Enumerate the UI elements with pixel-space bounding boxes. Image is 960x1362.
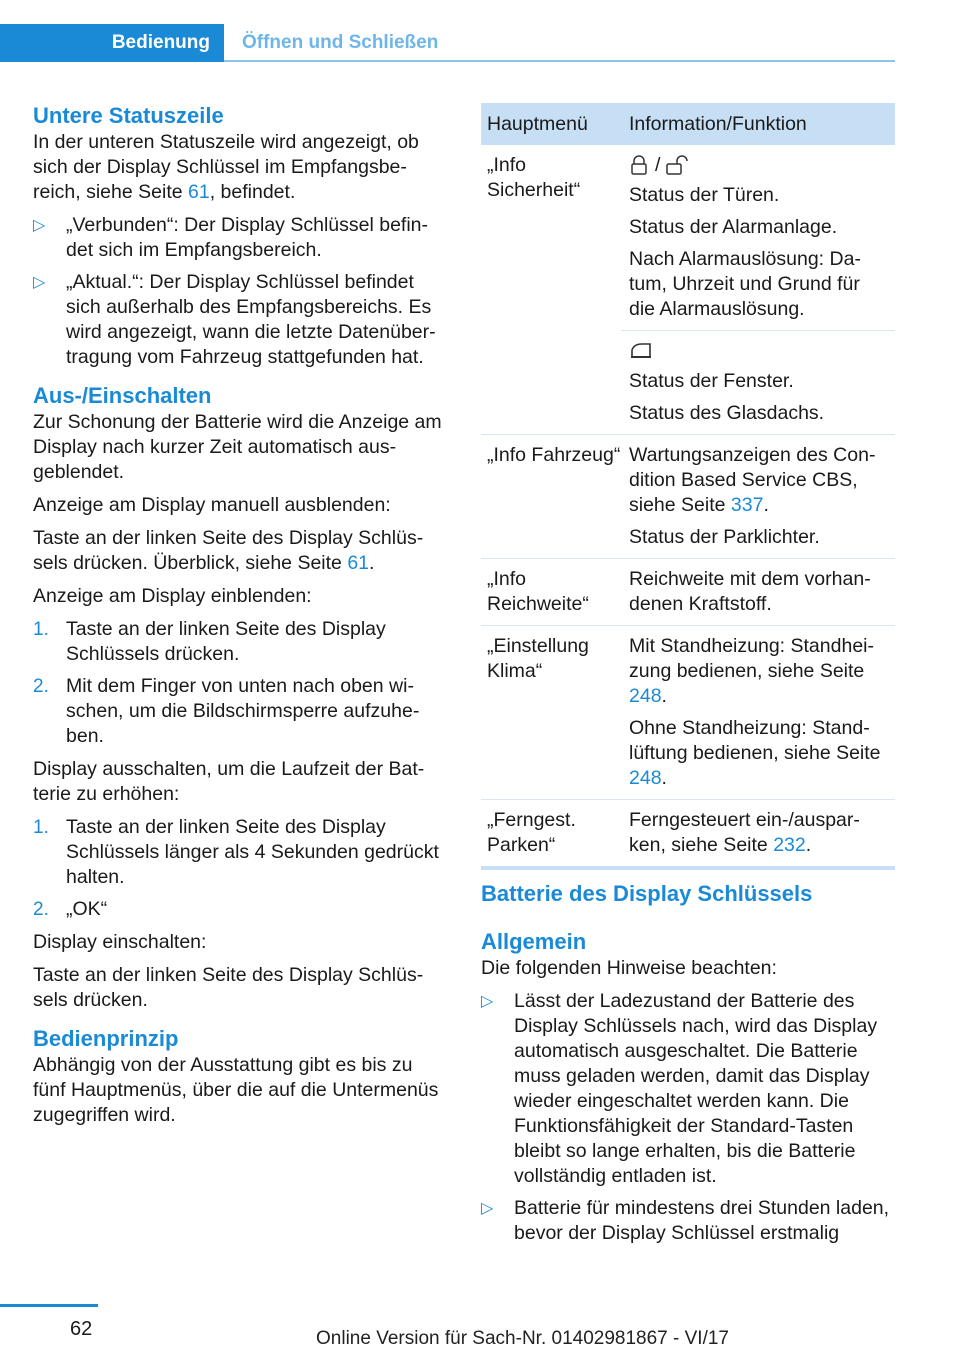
page-link[interactable]: 61 bbox=[188, 181, 210, 203]
heading-untere-statuszeile: Untere Statuszeile bbox=[33, 103, 224, 128]
numbered-list bbox=[33, 617, 448, 749]
page-link[interactable]: 61 bbox=[347, 552, 370, 574]
heading-bedienprinzip: Bedienprinzip bbox=[33, 1026, 179, 1051]
menu-name: „Einstellung Klima“ bbox=[487, 635, 589, 682]
menu-table bbox=[481, 103, 895, 870]
numbered-list bbox=[33, 815, 448, 922]
menu-description: Ferngesteuert ein-/ausparken, siehe Seite 232. bbox=[629, 809, 860, 856]
page-link[interactable]: 248 bbox=[629, 685, 662, 707]
chapter-tab[interactable]: Bedienung bbox=[0, 24, 224, 62]
car-window-icon bbox=[629, 341, 653, 361]
paragraph: Die folgenden Hinweise beachten: bbox=[481, 957, 777, 979]
triangle-bullet-icon: ▷ bbox=[33, 274, 46, 291]
section-tab[interactable]: Öffnen und Schließen bbox=[242, 32, 439, 53]
page-link[interactable]: 337 bbox=[730, 494, 764, 516]
paragraph: Zur Schonung der Batterie wird die Anzeige am Display nach kurzer Zeit automatisch ausgeblendet. bbox=[33, 411, 442, 483]
page-header bbox=[0, 24, 895, 62]
page-number: 62 bbox=[70, 1318, 93, 1340]
heading-aus-einschalten: Aus-/Einschalten bbox=[33, 383, 212, 408]
heading-batterie: Batterie des Display Schlüssels bbox=[481, 881, 813, 906]
menu-description: Reichweite mit dem vorhandenen Kraftstoff. bbox=[629, 568, 871, 615]
list-item: 1. Taste an der linken Seite des Display Schlüssels drücken. bbox=[33, 618, 386, 665]
menu-name: „Info Reichweite“ bbox=[487, 568, 589, 615]
triangle-bullet-icon: ▷ bbox=[33, 217, 46, 234]
menu-name: „Info Fahrzeug“ bbox=[487, 444, 621, 466]
table-row bbox=[481, 559, 895, 626]
table-header bbox=[481, 103, 895, 145]
paragraph: Abhängig von der Ausstattung gibt es bis zu fünf Hauptmenüs, über die auf die Untermenüs zugegriffen wird. bbox=[33, 1054, 439, 1126]
footer-text: Online Version für Sach-Nr. 01402981867 - VI/17 bbox=[316, 1328, 729, 1349]
list-item: 2. „OK“ bbox=[33, 898, 108, 920]
paragraph: Display ausschalten, um die Laufzeit der Batterie zu erhöhen: bbox=[33, 758, 425, 805]
list-item: 1. Taste an der linken Seite des Display Schlüssels länger als 4 Sekunden gedrückt halten. bbox=[33, 816, 439, 888]
paragraph: Anzeige am Display manuell ausblenden: bbox=[33, 494, 391, 516]
list-item: ▷ Batterie für mindestens drei Stunden laden, bevor der Display Schlüssel erstmalig bbox=[481, 1197, 890, 1244]
table-row bbox=[481, 800, 895, 870]
cell-divider bbox=[621, 330, 895, 331]
right-column bbox=[481, 880, 893, 1254]
lock-closed-icon bbox=[629, 155, 649, 175]
list-item: 2. Mit dem Finger von unten nach oben wischen, um die Bildschirmsperre aufzuheben. bbox=[33, 675, 420, 747]
page-link[interactable]: 248 bbox=[629, 767, 662, 789]
heading-allgemein: Allgemein bbox=[481, 929, 587, 954]
list-item: ▷ „Aktual.“: Der Display Schlüssel befindet sich außerhalb des Empfangsbereichs. Es wird angezeigt, wann die letzte Datenübertragung vom Fahrzeug stattgefunden hat. bbox=[33, 271, 436, 368]
menu-name: „Info Sicherheit“ bbox=[487, 154, 581, 201]
paragraph: Anzeige am Display einblenden: bbox=[33, 585, 312, 607]
menu-description: Mit Standheizung: Standheizung bedienen, siehe Seite 248. Ohne Standheizung: Standlüftung bedienen, siehe Seite 248. bbox=[629, 635, 881, 789]
footer-divider bbox=[0, 1304, 98, 1307]
table-row bbox=[481, 435, 895, 559]
left-column bbox=[33, 102, 448, 1136]
header-divider bbox=[224, 60, 895, 62]
paragraph: Taste an der linken Seite des Display Schlüssels drücken. Überblick, siehe Seite 61. bbox=[33, 527, 424, 574]
paragraph: Display einschalten: bbox=[33, 931, 207, 953]
menu-name: „Ferngest. Parken“ bbox=[487, 809, 576, 856]
list-item: ▷ Lässt der Ladezustand der Batterie des Display Schlüssels nach, wird das Display automatisch ausgeschaltet. Die Batterie muss geladen werden, damit das Display wieder eingeschaltet werden kann. Die Funktionsfähigkeit der Standard-Tasten bleibt so lange erhalten, bis die Batterie vollständig entladen ist. bbox=[481, 990, 878, 1187]
menu-description: / Status der Türen. Status der Alarmanlage. Nach Alarmauslösung: Datum, Uhrzeit und Grund für die Alarmauslösung. Status der Fenster. Status des Glasdachs. bbox=[621, 145, 895, 434]
bullet-list bbox=[33, 213, 448, 370]
table-row bbox=[481, 145, 895, 435]
bullet-list bbox=[481, 989, 893, 1246]
triangle-bullet-icon: ▷ bbox=[481, 1200, 494, 1217]
triangle-bullet-icon: ▷ bbox=[481, 993, 494, 1010]
menu-description: Wartungsanzeigen des Condition Based Service CBS, siehe Seite 337. Status der Parklichter. bbox=[629, 444, 876, 548]
lock-open-icon bbox=[666, 155, 688, 175]
table-row bbox=[481, 626, 895, 800]
page-link[interactable]: 232 bbox=[773, 834, 806, 856]
column-header: Hauptmenü bbox=[487, 112, 588, 135]
paragraph: In der unteren Statuszeile wird angezeigt, ob sich der Display Schlüssel im Empfangsbereich, siehe Seite 61, befindet. bbox=[33, 131, 419, 203]
paragraph: Taste an der linken Seite des Display Schlüssels drücken. bbox=[33, 964, 424, 1011]
column-header: Information/Funktion bbox=[629, 112, 807, 135]
list-item: ▷ „Verbunden“: Der Display Schlüssel befindet sich im Empfangsbereich. bbox=[33, 214, 429, 261]
